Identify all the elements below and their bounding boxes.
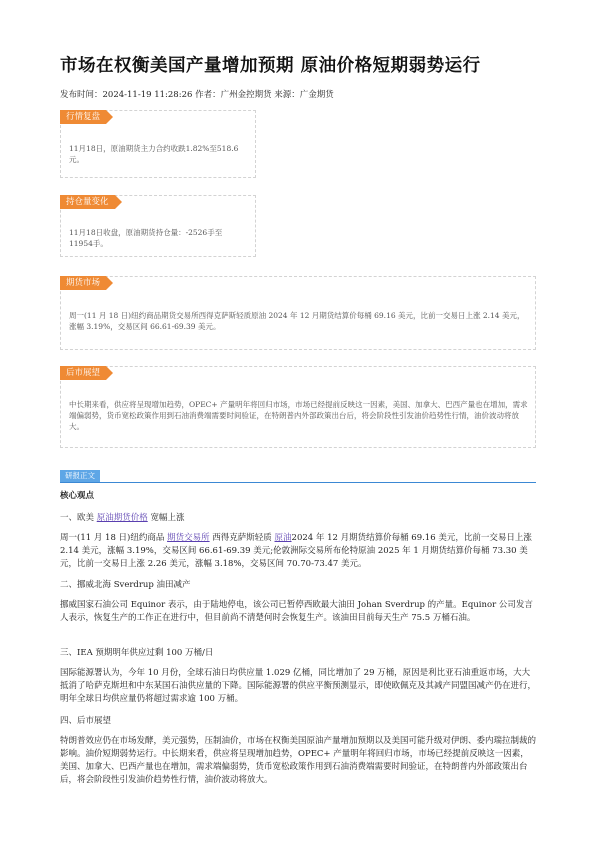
position-box bbox=[60, 195, 256, 257]
s1-text-a: 周一(11 月 18 日)纽约商品 bbox=[60, 533, 165, 543]
position-text: 11月18日收盘，原油期货持仓量：-2526手至11954手。 bbox=[69, 228, 223, 248]
s1-text-b: 西得克萨斯轻质 bbox=[212, 533, 272, 543]
publish-meta: 发布时间：2024-11-19 11:28:26 作者：广州金控期货 来源：广金期货 bbox=[60, 90, 334, 100]
s4-heading: 四、后市展望 bbox=[60, 716, 112, 726]
outlook-tag: 后市展望 bbox=[60, 366, 106, 380]
futures-exchange-link[interactable]: 期货交易所 bbox=[167, 533, 210, 543]
crude-futures-price-link[interactable]: 原油期货价格 bbox=[96, 513, 148, 523]
core-title: 核心观点 bbox=[60, 491, 95, 501]
review-box bbox=[60, 110, 256, 178]
s3-paragraph: 国际能源署认为，今年 10 月份，全球石油日均供应量 1.029 亿桶，同比增加了 29 万桶，原因是利比亚石油重返市场，大大抵消了哈萨克斯坦和中东某国石油供应量的下降。国际能源署的供应平衡预测显示，即使欧佩克及其减产同盟国减产仍在进行，明年全球日均供应量仍将超过需求逾 100 万桶。 bbox=[60, 668, 537, 704]
futures-text: 周一(11 月 18 日)纽约商品期货交易所西得克萨斯轻质原油 2024 年 12 月期货结算价每桶 69.16 美元，比前一交易日上涨 2.14 美元，涨幅 3.19%，交易区间 66.61-69.39 美元。 bbox=[69, 311, 525, 331]
page-title: 市场在权衡美国产量增加预期 原油价格短期弱势运行 bbox=[60, 56, 481, 76]
s1-paragraph bbox=[60, 532, 536, 571]
futures-tag: 期货市场 bbox=[60, 276, 106, 290]
outlook-box bbox=[60, 366, 536, 448]
futures-box bbox=[60, 276, 536, 350]
s1-heading bbox=[60, 512, 536, 525]
s1-heading-a: 一、欧美 bbox=[60, 513, 95, 523]
report-body-bar bbox=[60, 470, 536, 483]
s1-heading-b: 宽幅上涨 bbox=[150, 513, 185, 523]
s1-text-c: 2024 年 12 月期货结算价每桶 69.16 美元，比前一交易日上涨 2.14 美元，涨幅 3.19%，交易区间 66.61-69.39 美元;伦敦洲际交易所布伦特原油 2025 年 1 月期货结算价每桶 73.30 美元，比前一交易日上涨 2.26 美元，涨幅 3.18%，交易区间 70.70-73.47 美元。 bbox=[60, 533, 532, 569]
report-body-label: 研报正文 bbox=[60, 470, 100, 482]
s4-paragraph: 特朗普效应仍在市场发酵，美元强势，压制油价，市场在权衡美国原油产量增加预期以及美国可能升级对伊朗、委内瑞拉制裁的影响。油价短期弱势运行。中长期来看，供应将呈现增加趋势，OPEC+ 产量明年将回归市场，市场已经提前反映这一因素，美国、加拿大、巴西产量也在增加，需求端偏弱势，货币宽松政策作用到石油消费端需要时间验证，在特朗普内外部政策出台后，将会阶段性引发油价趋势性行情，油价波动将放大。 bbox=[60, 736, 537, 785]
review-tag: 行情复盘 bbox=[60, 110, 106, 124]
review-text: 11月18日，原油期货主力合约收跌1.82%至518.6元。 bbox=[69, 144, 239, 164]
s2-paragraph: 挪威国家石油公司 Equinor 表示，由于陆地停电，该公司已暂停西欧最大油田 Johan Sverdrup 的产量。Equinor 公司发言人表示，恢复生产的工作正在进行中，但目前尚不清楚何时会恢复生产。该油田目前每天生产 75.5 万桶石油。 bbox=[60, 600, 533, 623]
s3-heading: 三、IEA 预期明年供应过剩 100 万桶/日 bbox=[60, 648, 214, 658]
position-tag: 持仓量变化 bbox=[60, 195, 115, 209]
outlook-text: 中长期来看，供应将呈现增加趋势，OPEC+ 产量明年将回归市场，市场已经提前反映这一因素，美国、加拿大、巴西产量也在增加，需求端偏弱势，货币宽松政策作用到石油消费端需要时间验证，在特朗普内外部政策出台后，将会阶段性引发油价趋势性行情，油价波动将放大。 bbox=[69, 400, 528, 431]
crude-oil-link[interactable]: 原油 bbox=[274, 533, 292, 543]
s2-heading: 二、挪威北海 Sverdrup 油田减产 bbox=[60, 580, 191, 590]
